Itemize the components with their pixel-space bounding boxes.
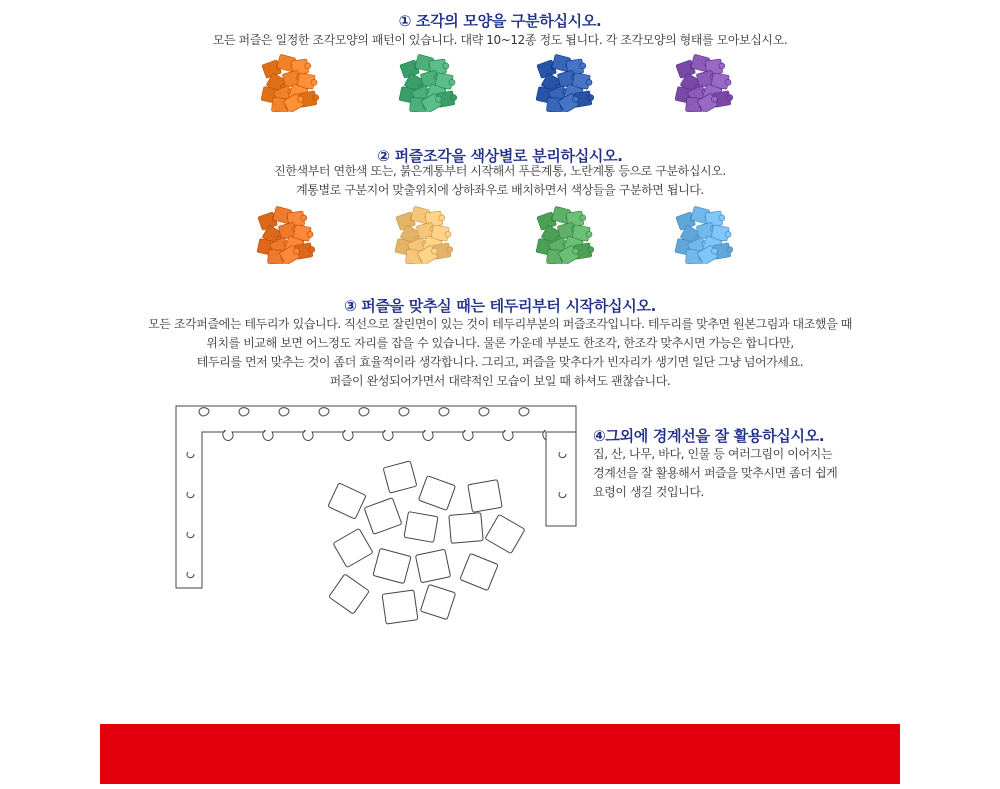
puzzle-pile-yellow	[392, 204, 454, 264]
section2-desc-line2: 계통별로 구분지어 맞출위치에 상하좌우로 배치하면서 색상들을 구분하면 됩니다.	[296, 183, 704, 197]
section1-title: ① 조각의 모양을 구분하십시오.	[398, 12, 602, 30]
section3-desc-line2: 위치를 비교해 보면 어느정도 자리를 잡을 수 있습니다. 물론 가운데 부분도 한조각, 한조각 맞추시면 가능은 합니다만,	[206, 336, 794, 350]
section1-desc: 모든 퍼즐은 일정한 조각모양의 패턴이 있습니다. 대략 10~12종 정도 됩니다. 각 조각모양의 형태를 모아보십시오.	[212, 33, 788, 47]
section2-title: ② 퍼즐조각을 색상별로 분리하십시오.	[377, 147, 623, 165]
section4-desc-line2: 경계선을 잘 활용해서 퍼즐을 맞추시면 좀더 쉽게	[593, 466, 838, 480]
puzzle-pile-green	[396, 52, 458, 112]
border-puzzle-illustration	[172, 402, 582, 642]
section3-title: ③ 퍼즐을 맞추실 때는 테두리부터 시작하십시오.	[343, 297, 657, 315]
section3-desc-line3: 테두리를 먼저 맞추는 것이 좀더 효율적이라 생각합니다. 그리고, 퍼즐을 맞추다가 빈자리가 생기면 일단 그냥 넘어가세요.	[196, 355, 804, 369]
puzzle-pile-dark-orange	[254, 204, 316, 264]
puzzle-pile-purple	[672, 52, 734, 112]
section2-desc-line1: 진한색부터 연한색 또는, 붉은계통부터 시작해서 푸른계통, 노란계통 등으로 구분하십시오.	[274, 164, 726, 178]
footer-red-bar	[100, 724, 900, 784]
section3-desc-line1: 모든 조각퍼즐에는 테두리가 있습니다. 직선으로 잘린면이 있는 것이 테두리부분의 퍼즐조각입니다. 테두리를 맞추면 원본그림과 대조했을 때	[148, 317, 852, 331]
puzzle-pile-sky-blue	[672, 204, 734, 264]
puzzle-pile-light-green	[533, 204, 595, 264]
puzzle-pile-orange	[258, 52, 320, 112]
section4-desc-line1: 집, 산, 나무, 바다, 인물 등 여러그림이 이어지는	[593, 447, 833, 461]
section4-desc-line3: 요령이 생길 것입니다.	[593, 485, 704, 499]
puzzle-pile-blue	[533, 52, 595, 112]
section3-desc-line4: 퍼즐이 완성되어가면서 대략적인 모습이 보일 때 하셔도 괜찮습니다.	[329, 374, 671, 388]
section4-title: ④그외에 경계선을 잘 활용하십시오.	[593, 427, 825, 445]
